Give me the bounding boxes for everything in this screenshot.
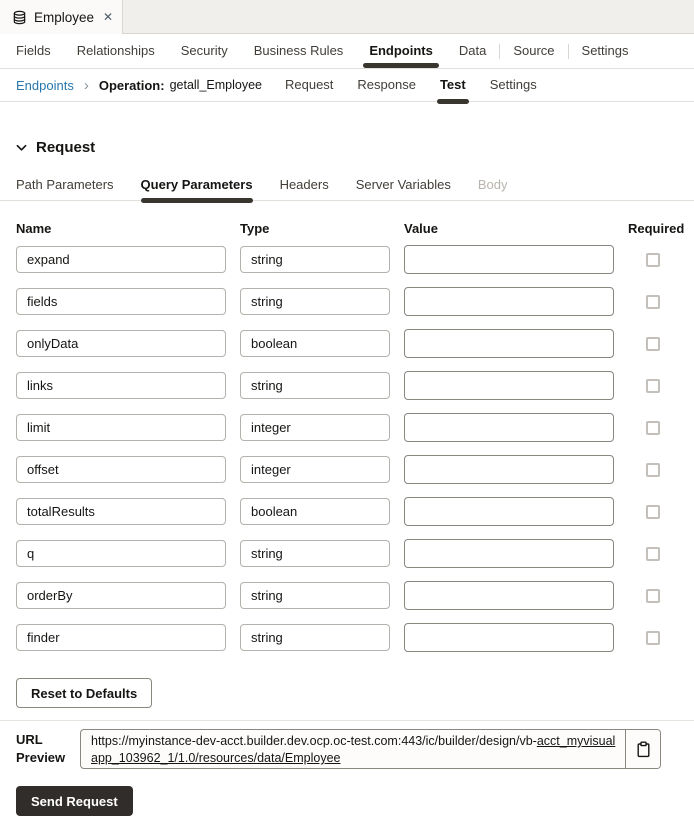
employee-tab[interactable]: [0, 0, 123, 34]
param-required-checkbox[interactable]: [646, 253, 660, 267]
param-type-input[interactable]: [240, 330, 390, 357]
request-section-title: Request: [36, 139, 96, 156]
column-header-type: Type: [240, 221, 270, 236]
param-type-input[interactable]: [240, 582, 390, 609]
param-tab-server-variables[interactable]: Server Variables: [355, 177, 451, 192]
main-nav-item-fields[interactable]: Fields: [16, 43, 51, 58]
param-required-checkbox[interactable]: [646, 547, 660, 561]
tab-title: Employee: [34, 9, 95, 25]
param-value-input[interactable]: [404, 287, 614, 316]
param-type-input[interactable]: [240, 498, 390, 525]
clipboard-icon: [636, 741, 651, 758]
param-value-input[interactable]: [404, 371, 614, 400]
close-icon[interactable]: ✕: [102, 10, 113, 24]
param-row-orderby: [16, 581, 678, 610]
main-nav: [0, 34, 694, 69]
param-value-input[interactable]: [404, 455, 614, 484]
param-value-input[interactable]: [404, 329, 614, 358]
param-type-input[interactable]: [240, 372, 390, 399]
param-value-input[interactable]: [404, 539, 614, 568]
operation-tab-response[interactable]: Response: [357, 77, 416, 92]
column-header-required: Required: [628, 221, 685, 236]
param-name-input[interactable]: [16, 582, 226, 609]
param-tab-path-parameters[interactable]: Path Parameters: [16, 177, 114, 192]
param-value-input[interactable]: [404, 245, 614, 274]
param-type-input[interactable]: [240, 246, 390, 273]
send-request-button[interactable]: Send Request: [16, 786, 133, 816]
url-preview-field[interactable]: [80, 729, 661, 769]
param-required-checkbox[interactable]: [646, 631, 660, 645]
param-table-header: [16, 221, 685, 236]
param-value-input[interactable]: [404, 497, 614, 526]
param-required-checkbox[interactable]: [646, 421, 660, 435]
param-name-input[interactable]: [16, 372, 226, 399]
url-preview-text: https://myinstance-dev-acct.builder.dev.ocp.oc-test.com:443/ic/builder/design/vb-acct_myvisualapp_103962_1/1.0/resources/data/Employee: [91, 734, 616, 765]
param-required-checkbox[interactable]: [646, 463, 660, 477]
operation-tab-test[interactable]: Test: [428, 69, 478, 101]
copy-url-button[interactable]: [625, 730, 660, 768]
param-tab-body: Body: [477, 177, 508, 192]
operation-tabs: [273, 69, 549, 101]
param-tabs: [0, 170, 694, 201]
param-required-checkbox[interactable]: [646, 589, 660, 603]
main-nav-item-settings[interactable]: Settings: [581, 43, 629, 58]
param-name-input[interactable]: [16, 456, 226, 483]
main-nav-item-relationships[interactable]: Relationships: [76, 43, 155, 58]
param-row-links: [16, 371, 678, 400]
operation-value: getall_Employee: [169, 78, 262, 92]
param-type-input[interactable]: [240, 456, 390, 483]
param-name-input[interactable]: [16, 414, 226, 441]
param-type-input[interactable]: [240, 288, 390, 315]
column-header-name: Name: [16, 221, 52, 236]
divider: [0, 720, 694, 721]
database-icon: [12, 10, 27, 25]
main-nav-item-business-rules[interactable]: Business Rules: [253, 43, 344, 58]
chevron-down-icon[interactable]: [16, 144, 27, 152]
param-name-input[interactable]: [16, 288, 226, 315]
column-header-value: Value: [404, 221, 438, 236]
main-nav-item-source[interactable]: Source: [513, 43, 555, 58]
reset-to-defaults-button[interactable]: Reset to Defaults: [16, 678, 152, 708]
param-row-finder: [16, 623, 678, 652]
param-tab-headers[interactable]: Headers: [279, 177, 329, 192]
param-row-limit: [16, 413, 678, 442]
main-nav-item-data[interactable]: Data: [458, 43, 487, 58]
param-value-input[interactable]: [404, 581, 614, 610]
url-preview-row: [16, 729, 678, 769]
chevron-right-icon: ›: [83, 76, 89, 94]
url-preview-label: URL Preview: [16, 732, 66, 765]
param-name-input[interactable]: [16, 246, 226, 273]
main-nav-item-endpoints[interactable]: Endpoints: [356, 34, 446, 68]
param-name-input[interactable]: [16, 498, 226, 525]
param-row-offset: [16, 455, 678, 484]
breadcrumb: [0, 69, 694, 102]
param-row-totalresults: [16, 497, 678, 526]
param-type-input[interactable]: [240, 540, 390, 567]
test-panel: [0, 139, 694, 816]
param-row-q: [16, 539, 678, 568]
breadcrumb-endpoints-link[interactable]: Endpoints: [16, 77, 74, 93]
param-type-input[interactable]: [240, 414, 390, 441]
param-value-input[interactable]: [404, 623, 614, 652]
operation-tab-request[interactable]: Request: [284, 77, 334, 92]
operation-label: Operation:: [98, 77, 165, 93]
main-nav-item-security[interactable]: Security: [180, 43, 228, 58]
param-name-input[interactable]: [16, 624, 226, 651]
window-tab-strip: [0, 0, 694, 34]
param-required-checkbox[interactable]: [646, 295, 660, 309]
param-name-input[interactable]: [16, 330, 226, 357]
param-row-expand: [16, 245, 678, 274]
param-required-checkbox[interactable]: [646, 379, 660, 393]
param-row-onlydata: [16, 329, 678, 358]
request-section-header: [16, 139, 678, 156]
param-value-input[interactable]: [404, 413, 614, 442]
param-required-checkbox[interactable]: [646, 337, 660, 351]
operation-tab-settings[interactable]: Settings: [489, 77, 537, 92]
param-required-checkbox[interactable]: [646, 505, 660, 519]
param-name-input[interactable]: [16, 540, 226, 567]
param-row-fields: [16, 287, 678, 316]
param-type-input[interactable]: [240, 624, 390, 651]
param-table-rows: [16, 245, 678, 652]
param-tab-query-parameters[interactable]: Query Parameters: [141, 170, 253, 200]
